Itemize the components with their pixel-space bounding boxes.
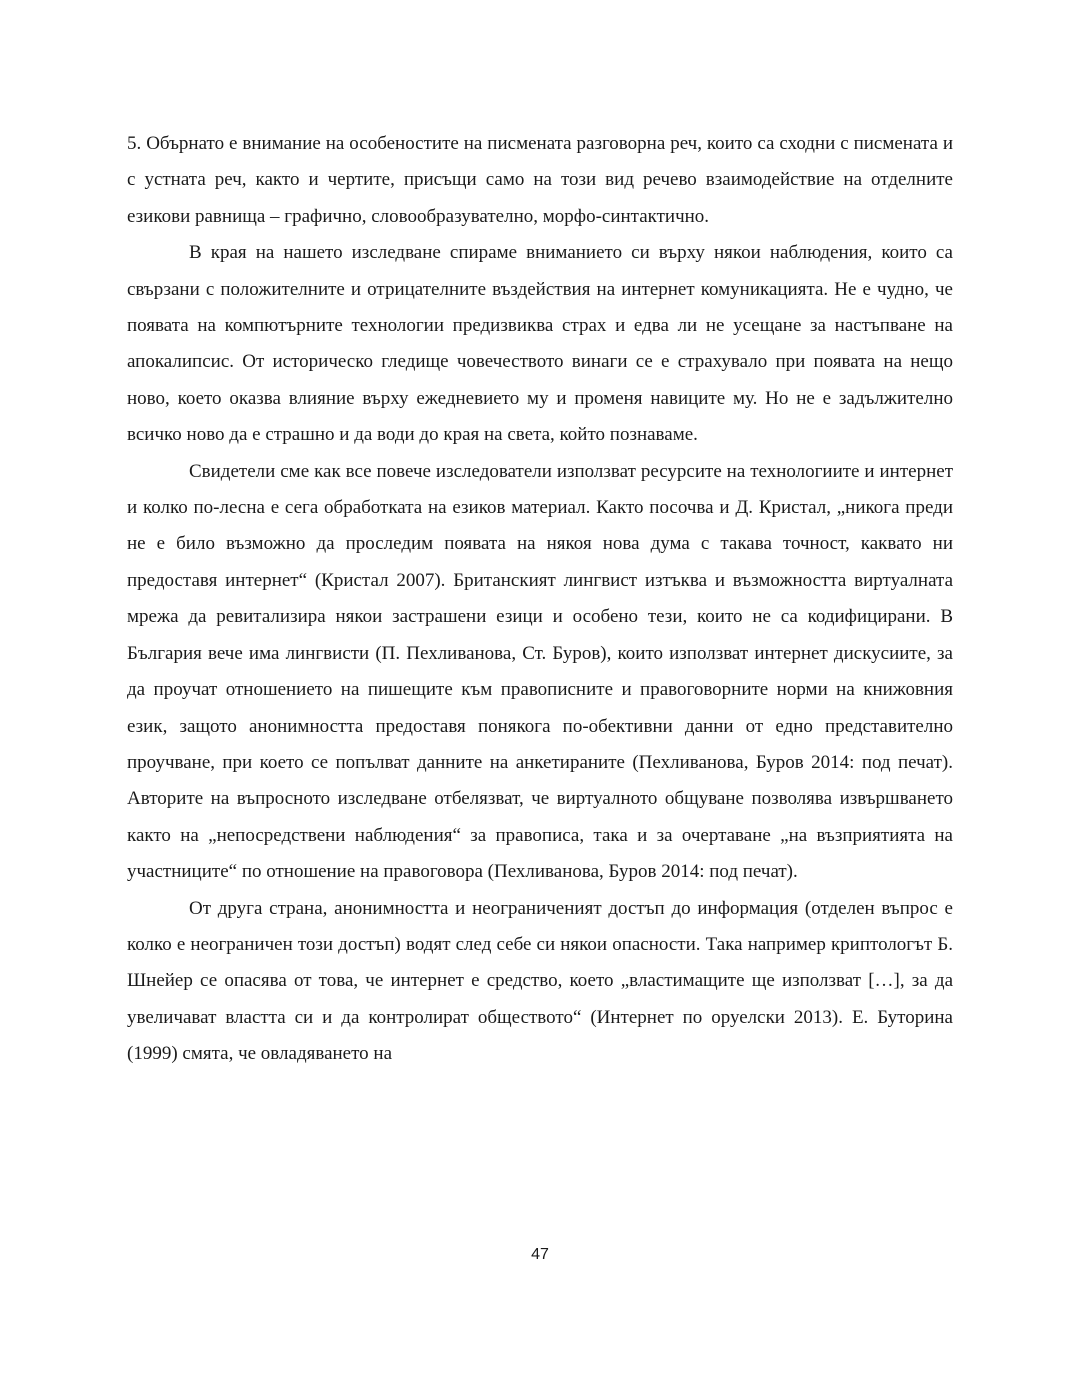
paragraph-internet-effects: В края на нашето изследване спираме вниманието си върху някои наблюдения, които са свързани с положителните и отрицателните въздействия на интернет комуникацията. Не е чудно, че появата на компютърните технологии предизвиква страх и едва ли не усещане за настъпване на апокалипсис. От историческо гледище човечеството винаги се е страхувало при появата на нещо ново, което оказва влияние върху ежедневието му и променя навиците му. Но не е задължително всичко ново да е страшно и да води до края на света, който познаваме. (127, 242, 953, 446)
paragraph-anonymity-dangers: От друга страна, анонимността и неограниченият достъп до информация (отделен въпрос е колко е неограничен този достъп) водят след себе си някои опасности. Така например криптологът Б. Шнейер се опасява от това, че интернет е средство, което „властимащите ще използват […], за да увеличават властта си и да контролират обществото“ (Интернет по оруелски 2013). Е. Буторина (1999) смята, че овладяването на (127, 897, 953, 1065)
page-number: 47 (531, 1246, 549, 1263)
paragraph-conclusion-5: 5. Обърнато е внимание на особеностите на писмената разговорна реч, които са сходни с писмената и с устната реч, както и чертите, присъщи само на този вид речево взаимодействие на отделните езикови равнища – графично, словообразувателно, морфо-синтактично. (127, 133, 953, 227)
body-text (127, 126, 953, 1073)
paragraph-researchers-resources: Свидетели сме как все повече изследователи използват ресурсите на технологиите и интернет и колко по-лесна е сега обработката на езиков материал. Както посочва и Д. Кристал, „никога преди не е било възможно да проследим появата на някоя нова дума с такава точност, каквато ни предоставя интернет“ (Кристал 2007). Британският лингвист изтъква и възможността виртуалната мрежа да ревитализира някои застрашени езици и особено тези, които не са кодифицирани. В България вече има лингвисти (П. Пехливанова, Ст. Буров), които използват интернет дискусиите, за да проучат отношението на пишещите към правописните и правоговорните норми на книжовния език, защото анонимността предоставя понякога по-обективни данни от едно представително проучване, при което се попълват данните на анкетираните (Пехливанова, Буров 2014: под печат). Авторите на въпросното изследване отбелязват, че виртуалното общуване позволява извършването както на „непосредствени наблюдения“ за правописа, така и за очертаване „на възприятията на участниците“ по отношение на правоговора (Пехливанова, Буров 2014: под печат). (127, 460, 953, 883)
